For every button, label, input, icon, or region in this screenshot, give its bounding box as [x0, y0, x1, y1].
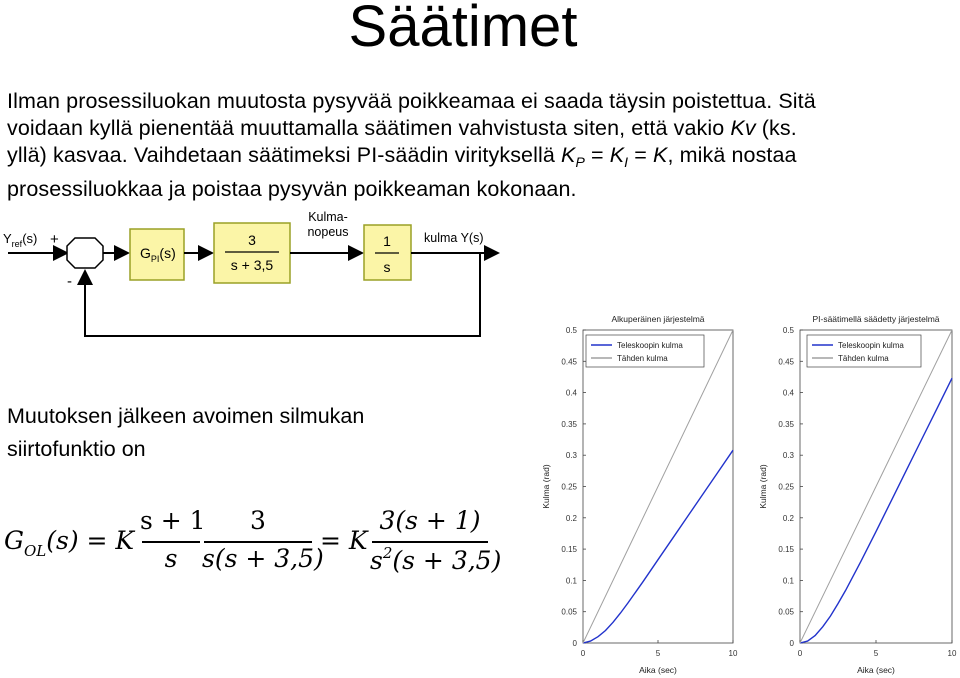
y-tick-label: 0.3	[782, 451, 794, 461]
x-axis-label: Aika (sec)	[857, 665, 895, 675]
paragraph-line-3a: yllä) kasvaa. Vaihdetaan säätimeksi PI-säädin virityksellä	[7, 143, 561, 167]
y-axis-label: Kulma (rad)	[758, 464, 768, 509]
y-tick-label: 0.1	[782, 576, 794, 586]
open-loop-line-2: siirtofunktio on	[7, 437, 146, 461]
block-diagram	[0, 208, 520, 358]
legend-label: Teleskoopin kulma	[617, 341, 683, 350]
integrator-numerator: 1	[383, 233, 391, 249]
y-tick-label: 0.2	[565, 513, 577, 523]
fraction-2-line	[204, 541, 312, 543]
paragraph-line-3b: , mikä nostaa	[667, 143, 797, 167]
paragraph-line-2a: voidaan kyllä pienentää muuttamalla säätimen vahvistusta siten, että vakio	[7, 116, 731, 140]
paragraph-line-2b: (ks.	[755, 116, 797, 140]
y-tick-label: 0.35	[561, 419, 577, 429]
fraction-2-numerator: 3	[250, 506, 266, 535]
chart-title: Alkuperäinen järjestelmä	[611, 314, 705, 324]
integrator-denominator: s	[383, 259, 391, 275]
y-tick-label: 0	[572, 639, 577, 648]
legend-label: Tähden kulma	[838, 354, 889, 363]
fraction-1-denominator: s	[164, 544, 178, 573]
y-tick-label: 0.45	[778, 357, 794, 367]
x-axis-label: Aika (sec)	[639, 665, 677, 675]
input-label: $Y_{ref}(s)$	[3, 231, 38, 249]
y-tick-label: 0.2	[782, 513, 794, 523]
plant-numerator: 3	[248, 232, 256, 248]
minus-sign: -	[67, 273, 72, 290]
subscript-i: I	[624, 154, 629, 170]
charts-area	[528, 298, 960, 678]
subscript-p: P	[575, 154, 585, 170]
y-tick-label: 0.5	[782, 326, 794, 335]
y-tick-label: 0.3	[565, 451, 577, 461]
kv-symbol: Kv	[730, 116, 756, 140]
open-loop-line-1: Muutoksen jälkeen avoimen silmukan	[7, 404, 365, 428]
sum-junction	[67, 238, 103, 268]
y-tick-label: 0.4	[782, 388, 794, 398]
x-tick-label: 0	[580, 649, 586, 658]
x-tick-label: 5	[655, 649, 661, 658]
k-symbol: K	[609, 143, 625, 167]
y-tick-label: 0.05	[778, 607, 794, 617]
y-tick-label: 0.5	[565, 326, 577, 335]
controller-label: $G_{PI}(s)$	[140, 245, 176, 264]
plus-sign: +	[50, 231, 59, 248]
y-tick-label: 0.05	[561, 607, 577, 617]
x-tick-label: 10	[728, 649, 738, 658]
fraction-2-denominator: s(s + 3,5)	[202, 544, 324, 573]
y-tick-label: 0.15	[561, 545, 577, 555]
y-tick-label: 0.35	[778, 419, 794, 429]
x-tick-label: 5	[873, 649, 879, 658]
y-axis-label: Kulma (rad)	[541, 464, 551, 509]
plant-denominator: s + 3,5	[230, 257, 274, 273]
legend-label: Teleskoopin kulma	[838, 341, 904, 350]
paragraph-line-4: prosessiluokkaa ja poistaa pysyvän poikkeaman kokonaan.	[7, 177, 577, 201]
equals-1: =	[584, 143, 610, 167]
legend-label: Tähden kulma	[617, 354, 668, 363]
fraction-1-numerator: s + 1	[140, 506, 206, 535]
speed-label-1: Kulma-	[308, 210, 348, 224]
x-tick-label: 10	[947, 649, 957, 658]
formula-mid: = K	[320, 526, 368, 555]
open-loop-formula	[2, 506, 502, 578]
chart-title: PI-säätimellä säädetty järjestelmä	[812, 314, 940, 324]
y-tick-label: 0.25	[561, 482, 577, 492]
open-loop-text	[7, 400, 437, 466]
paragraph-line-1: Ilman prosessiluokan muutosta pysyvää poikkeamaa ei saada täysin poistettua. Sitä	[7, 89, 816, 113]
output-label: kulma Y(s)	[424, 231, 484, 245]
fraction-1-line	[142, 541, 200, 543]
y-tick-label: 0.4	[565, 388, 577, 398]
y-tick-label: 0.45	[561, 357, 577, 367]
y-tick-label: 0.1	[565, 576, 577, 586]
page-title: Säätimet	[348, 0, 578, 59]
formula-lhs: $G_{OL}(s) = K$	[4, 526, 135, 560]
k-symbol: K	[561, 143, 576, 167]
y-tick-label: 0.15	[778, 545, 794, 555]
fraction-3-numerator: 3(s + 1)	[379, 506, 481, 535]
y-tick-label: 0.25	[778, 482, 794, 492]
k-symbol: K	[652, 143, 668, 167]
x-tick-label: 0	[797, 649, 803, 658]
equals-2: =	[628, 143, 653, 167]
y-tick-label: 0	[789, 639, 794, 648]
intro-paragraph	[7, 88, 953, 203]
speed-label-2: nopeus	[307, 225, 349, 239]
fraction-3-line	[372, 541, 488, 543]
fraction-3-denominator: $s^2(s + 3,5)$	[370, 544, 502, 575]
